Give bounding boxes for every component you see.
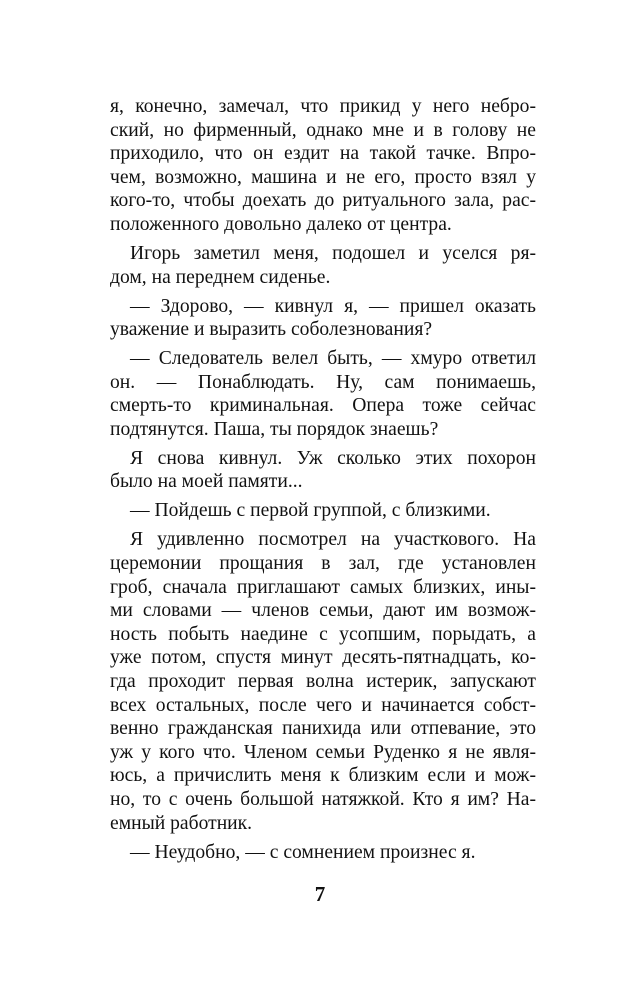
text-line: — Здорово, — кивнул я, — пришел оказать [130, 295, 536, 317]
text-line: уж у кого что. Членом семьи Руденко я не явля- [110, 741, 536, 763]
paragraph [110, 242, 536, 289]
paragraph [110, 499, 536, 523]
text-line: Я снова кивнул. Уж сколько этих похорон [130, 447, 536, 469]
text-line: кого-то, чтобы доехать до ритуального зала, рас- [110, 190, 536, 212]
text-line: было на моей памяти... [110, 471, 303, 493]
text-line: подтянутся. Паша, ты порядок знаешь? [110, 418, 439, 440]
text-line: Игорь заметил меня, подошел и уселся ря- [130, 242, 536, 264]
text-line: емный работник. [110, 812, 253, 834]
text-line: гда проходит первая волна истерик, запускают [110, 671, 536, 692]
text-line: положенного довольно далеко от центра. [110, 213, 452, 235]
text-line: ми словами — членов семьи, дают им возмож- [110, 600, 536, 622]
paragraph [110, 295, 536, 342]
text-line: дом, на переднем сиденье. [110, 266, 331, 288]
text-line: — Неудобно, — с сомнением произнес я. [130, 841, 476, 863]
text-line: уже потом, спустя минут десять-пятнадцать, ко- [110, 647, 536, 669]
text-line: я, конечно, замечал, что прикид у него небро- [110, 96, 536, 117]
page-number: 7 [314, 882, 326, 906]
text-line: венно гражданская панихида или отпевание, это [110, 718, 536, 740]
text-line: — Следователь велел быть, — хмуро ответил [130, 348, 536, 370]
paragraph [110, 528, 536, 835]
paragraph [110, 347, 536, 441]
text-line: церемонии прощания в зал, где установлен [110, 553, 536, 575]
text-line: ность побыть наедине с усопшим, порыдать, а [110, 623, 536, 645]
text-line: уважение и выразить соболезнования? [110, 319, 433, 341]
text-line: Я удивленно посмотрел на участкового. На [130, 529, 536, 551]
body-text [110, 95, 536, 864]
paragraph [110, 95, 536, 237]
text-line: он. — Понаблюдать. Ну, сам понимаешь, [110, 371, 536, 393]
text-line: чем, возможно, машина и не его, просто взял у [110, 166, 536, 188]
text-line: смерть-то криминальная. Опера тоже сейчас [110, 395, 536, 417]
text-line: но, то с очень большой натяжкой. Кто я им? На- [110, 788, 536, 810]
text-line: гроб, сначала приглашают самых близких, ины- [110, 576, 536, 598]
paragraph [110, 841, 536, 865]
text-line: приходило, что он ездит на такой тачке. Впро- [110, 143, 536, 165]
paragraph [110, 447, 536, 494]
text-line: ский, но фирменный, однако мне и в голову не [110, 119, 536, 141]
text-line: юсь, а причислить меня к близким если и мож- [110, 765, 536, 787]
text-line: всех остальных, после чего и начинается собст- [110, 694, 536, 716]
text-line: — Пойдешь с первой группой, с близкими. [130, 500, 491, 522]
